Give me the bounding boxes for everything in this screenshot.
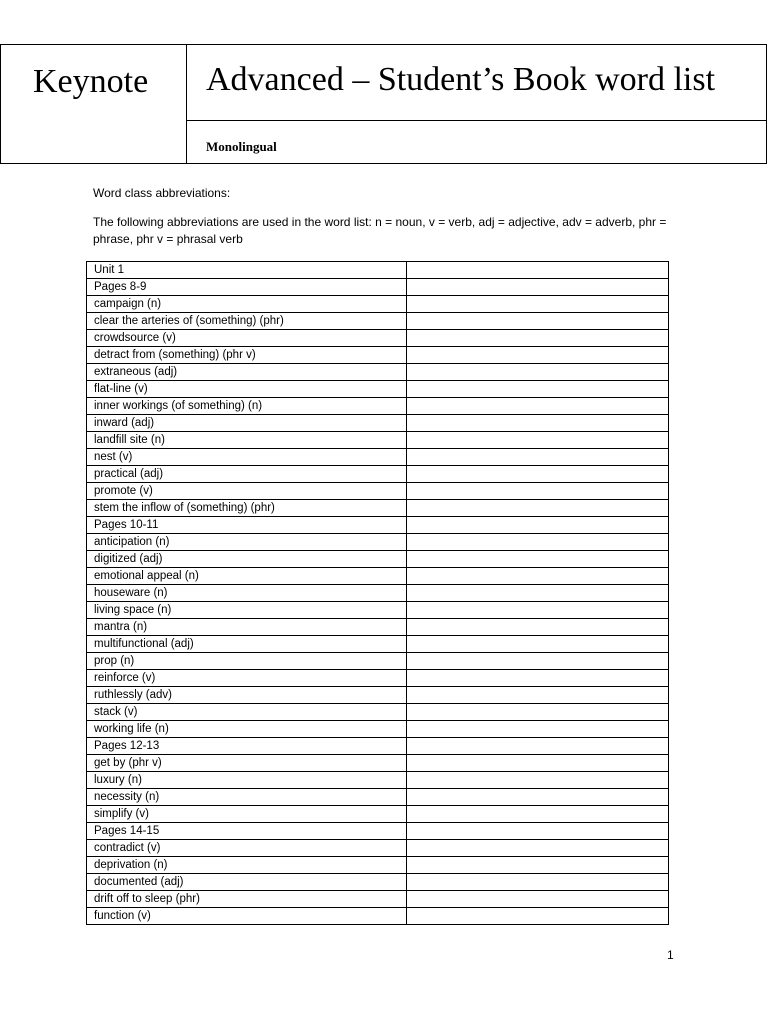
word-cell: anticipation (n) xyxy=(87,534,407,551)
definition-cell xyxy=(407,891,669,908)
table-row xyxy=(87,704,669,721)
word-cell: nest (v) xyxy=(87,449,407,466)
word-cell: crowdsource (v) xyxy=(87,330,407,347)
definition-cell xyxy=(407,432,669,449)
word-cell: necessity (n) xyxy=(87,789,407,806)
table-row xyxy=(87,483,669,500)
table-row xyxy=(87,262,669,279)
definition-cell xyxy=(407,806,669,823)
table-row xyxy=(87,432,669,449)
word-list-body xyxy=(87,262,669,925)
definition-cell xyxy=(407,738,669,755)
word-cell: campaign (n) xyxy=(87,296,407,313)
definition-cell xyxy=(407,585,669,602)
word-cell: landfill site (n) xyxy=(87,432,407,449)
word-cell: stem the inflow of (something) (phr) xyxy=(87,500,407,517)
definition-cell xyxy=(407,466,669,483)
table-row xyxy=(87,857,669,874)
word-cell: Pages 10-11 xyxy=(87,517,407,534)
table-row xyxy=(87,721,669,738)
definition-cell xyxy=(407,755,669,772)
word-cell: multifunctional (adj) xyxy=(87,636,407,653)
word-cell: promote (v) xyxy=(87,483,407,500)
table-row xyxy=(87,840,669,857)
abbreviations-heading: Word class abbreviations: xyxy=(93,186,231,200)
definition-cell xyxy=(407,857,669,874)
table-row xyxy=(87,534,669,551)
word-cell: reinforce (v) xyxy=(87,670,407,687)
word-cell: living space (n) xyxy=(87,602,407,619)
word-cell: Pages 14-15 xyxy=(87,823,407,840)
definition-cell xyxy=(407,296,669,313)
definition-cell xyxy=(407,500,669,517)
word-cell: practical (adj) xyxy=(87,466,407,483)
abbreviations-text: The following abbreviations are used in the word list: n = noun, v = verb, adj = adjective, adv = adverb, phr = phrase, phr v = phrasal verb xyxy=(93,215,667,246)
document-title: Advanced – Student’s Book word list xyxy=(206,61,716,98)
table-row xyxy=(87,313,669,330)
word-cell: digitized (adj) xyxy=(87,551,407,568)
table-row xyxy=(87,602,669,619)
table-row xyxy=(87,874,669,891)
word-cell: flat-line (v) xyxy=(87,381,407,398)
table-row xyxy=(87,687,669,704)
definition-cell xyxy=(407,874,669,891)
table-row xyxy=(87,381,669,398)
table-row xyxy=(87,908,669,925)
table-row xyxy=(87,789,669,806)
word-cell: inward (adj) xyxy=(87,415,407,432)
word-cell: emotional appeal (n) xyxy=(87,568,407,585)
definition-cell xyxy=(407,619,669,636)
definition-cell xyxy=(407,602,669,619)
word-cell: luxury (n) xyxy=(87,772,407,789)
definition-cell xyxy=(407,687,669,704)
table-row xyxy=(87,330,669,347)
table-row xyxy=(87,823,669,840)
table-row xyxy=(87,653,669,670)
table-row xyxy=(87,449,669,466)
header-box xyxy=(0,44,767,164)
definition-cell xyxy=(407,704,669,721)
table-row xyxy=(87,891,669,908)
brand-name: Keynote xyxy=(33,63,149,100)
table-row xyxy=(87,415,669,432)
word-cell: inner workings (of something) (n) xyxy=(87,398,407,415)
definition-cell xyxy=(407,721,669,738)
word-cell: Unit 1 xyxy=(87,262,407,279)
table-row xyxy=(87,670,669,687)
definition-cell xyxy=(407,330,669,347)
definition-cell xyxy=(407,449,669,466)
word-cell: get by (phr v) xyxy=(87,755,407,772)
table-row xyxy=(87,364,669,381)
word-cell: working life (n) xyxy=(87,721,407,738)
word-cell: drift off to sleep (phr) xyxy=(87,891,407,908)
table-row xyxy=(87,347,669,364)
table-row xyxy=(87,398,669,415)
definition-cell xyxy=(407,568,669,585)
definition-cell xyxy=(407,908,669,925)
definition-cell xyxy=(407,670,669,687)
definition-cell xyxy=(407,279,669,296)
word-cell: detract from (something) (phr v) xyxy=(87,347,407,364)
definition-cell xyxy=(407,772,669,789)
word-list-table xyxy=(86,261,669,925)
definition-cell xyxy=(407,364,669,381)
word-cell: Pages 12-13 xyxy=(87,738,407,755)
table-row xyxy=(87,619,669,636)
definition-cell xyxy=(407,262,669,279)
table-row xyxy=(87,755,669,772)
table-row xyxy=(87,517,669,534)
definition-cell xyxy=(407,551,669,568)
word-cell: clear the arteries of (something) (phr) xyxy=(87,313,407,330)
word-cell: Pages 8-9 xyxy=(87,279,407,296)
definition-cell xyxy=(407,483,669,500)
word-cell: stack (v) xyxy=(87,704,407,721)
word-cell: function (v) xyxy=(87,908,407,925)
page-number: 1 xyxy=(667,948,674,962)
definition-cell xyxy=(407,381,669,398)
definition-cell xyxy=(407,823,669,840)
table-row xyxy=(87,738,669,755)
header-divider xyxy=(187,120,766,121)
table-row xyxy=(87,806,669,823)
table-row xyxy=(87,296,669,313)
definition-cell xyxy=(407,313,669,330)
table-row xyxy=(87,636,669,653)
definition-cell xyxy=(407,415,669,432)
word-cell: contradict (v) xyxy=(87,840,407,857)
table-row xyxy=(87,772,669,789)
table-row xyxy=(87,568,669,585)
table-row xyxy=(87,279,669,296)
word-cell: extraneous (adj) xyxy=(87,364,407,381)
document-subtitle: Monolingual xyxy=(206,139,277,154)
word-cell: deprivation (n) xyxy=(87,857,407,874)
word-cell: houseware (n) xyxy=(87,585,407,602)
definition-cell xyxy=(407,534,669,551)
word-cell: documented (adj) xyxy=(87,874,407,891)
definition-cell xyxy=(407,347,669,364)
word-cell: ruthlessly (adv) xyxy=(87,687,407,704)
table-row xyxy=(87,466,669,483)
brand-cell xyxy=(1,45,187,163)
definition-cell xyxy=(407,840,669,857)
definition-cell xyxy=(407,636,669,653)
table-row xyxy=(87,585,669,602)
table-row xyxy=(87,551,669,568)
definition-cell xyxy=(407,398,669,415)
table-row xyxy=(87,500,669,517)
word-cell: mantra (n) xyxy=(87,619,407,636)
word-cell: simplify (v) xyxy=(87,806,407,823)
word-cell: prop (n) xyxy=(87,653,407,670)
definition-cell xyxy=(407,789,669,806)
definition-cell xyxy=(407,517,669,534)
definition-cell xyxy=(407,653,669,670)
